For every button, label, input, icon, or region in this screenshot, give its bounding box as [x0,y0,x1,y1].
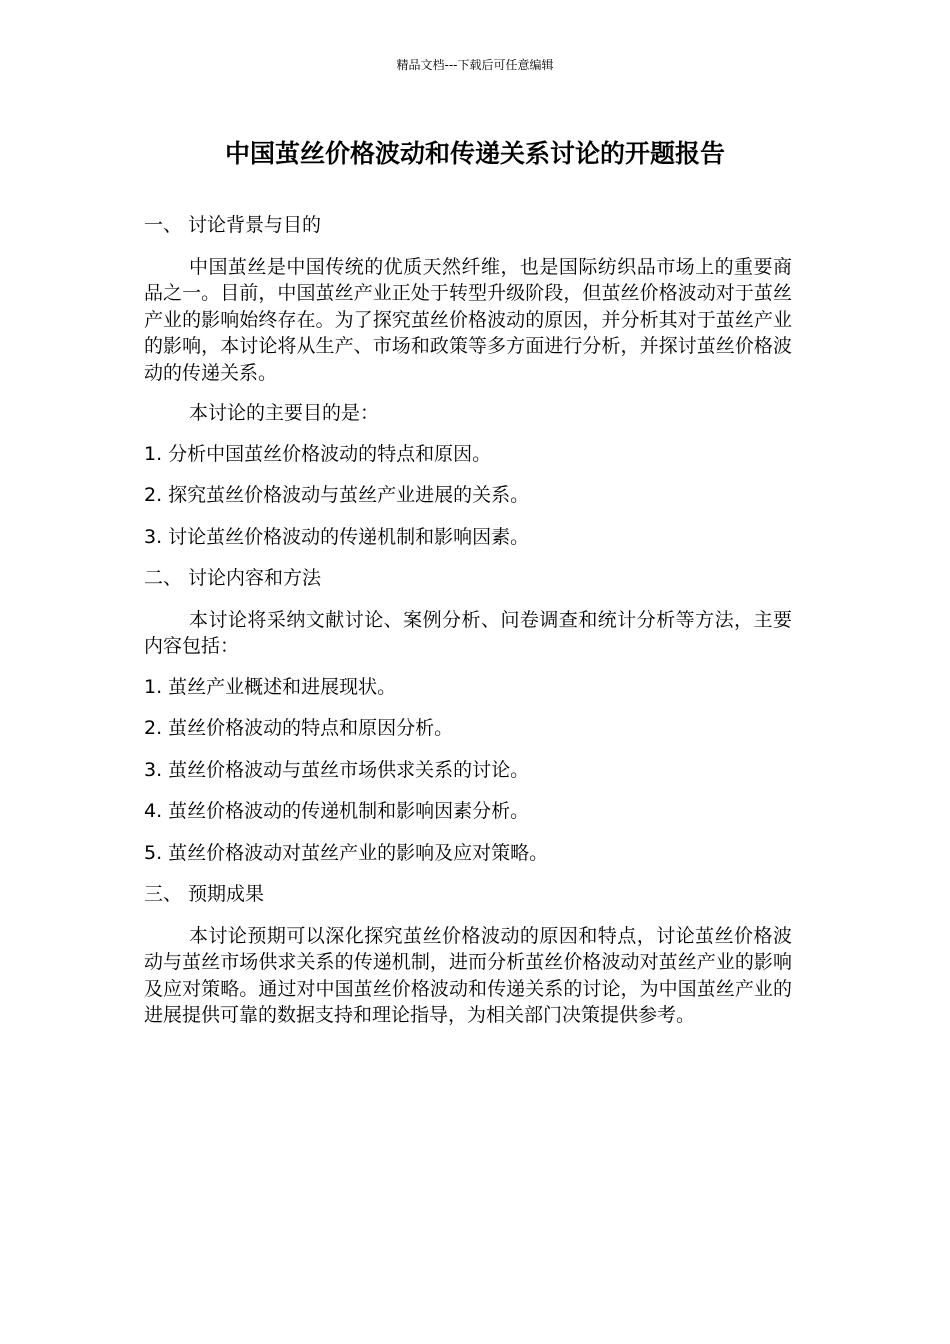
list-item: 1. 茧丝产业概述和进展现状。 [144,675,397,698]
page-header: 精品文档---下载后可任意编辑 [396,58,554,72]
body-paragraph: 本讨论预期可以深化探究茧丝价格波动的原因和特点，讨论茧丝价格波动与茧丝市场供求关系的传递机制，进而分析茧丝价格波动对茧丝产业的影响及应对策略。通过对中国茧丝价格波动和传递关系的讨论，为中国茧丝产业的进展提供可靠的数据支持和理论指导，为相关部门决策提供参考。 [144,924,792,1026]
body-paragraph: 本讨论的主要目的是： [189,402,380,424]
section-heading: 三、 预期成果 [144,883,265,905]
document-body [144,212,792,1043]
list-item: 1. 分析中国茧丝价格波动的特点和原因。 [144,442,492,465]
list-item: 3. 茧丝价格波动与茧丝市场供求关系的讨论。 [144,758,530,781]
list-item: 5. 茧丝价格波动对茧丝产业的影响及应对策略。 [144,841,549,864]
list-item: 2. 茧丝价格波动的特点和原因分析。 [144,717,454,739]
list-item: 2. 探究茧丝价格波动与茧丝产业进展的关系。 [144,484,530,506]
body-paragraph: 本讨论将采纳文献讨论、案例分析、问卷调查和统计分析等方法，主要内容包括： [144,608,792,657]
body-paragraph: 中国茧丝是中国传统的优质天然纤维，也是国际纺织品市场上的重要商品之一。目前，中国茧丝产业正处于转型升级阶段，但茧丝价格波动对于茧丝产业的影响始终存在。为了探究茧丝价格波动的原因，并分析其对于茧丝产业的影响，本讨论将从生产、市场和政策等多方面进行分析，并探讨茧丝价格波动的传递关系。 [144,255,792,384]
document-title: 中国茧丝价格波动和传递关系讨论的开题报告 [224,139,725,168]
list-item: 4. 茧丝价格波动的传递机制和影响因素分析。 [144,800,530,822]
section-heading: 一、 讨论背景与目的 [144,214,322,236]
section-heading: 二、 讨论内容和方法 [144,567,322,589]
list-item: 3. 讨论茧丝价格波动的传递机制和影响因素。 [144,525,530,548]
